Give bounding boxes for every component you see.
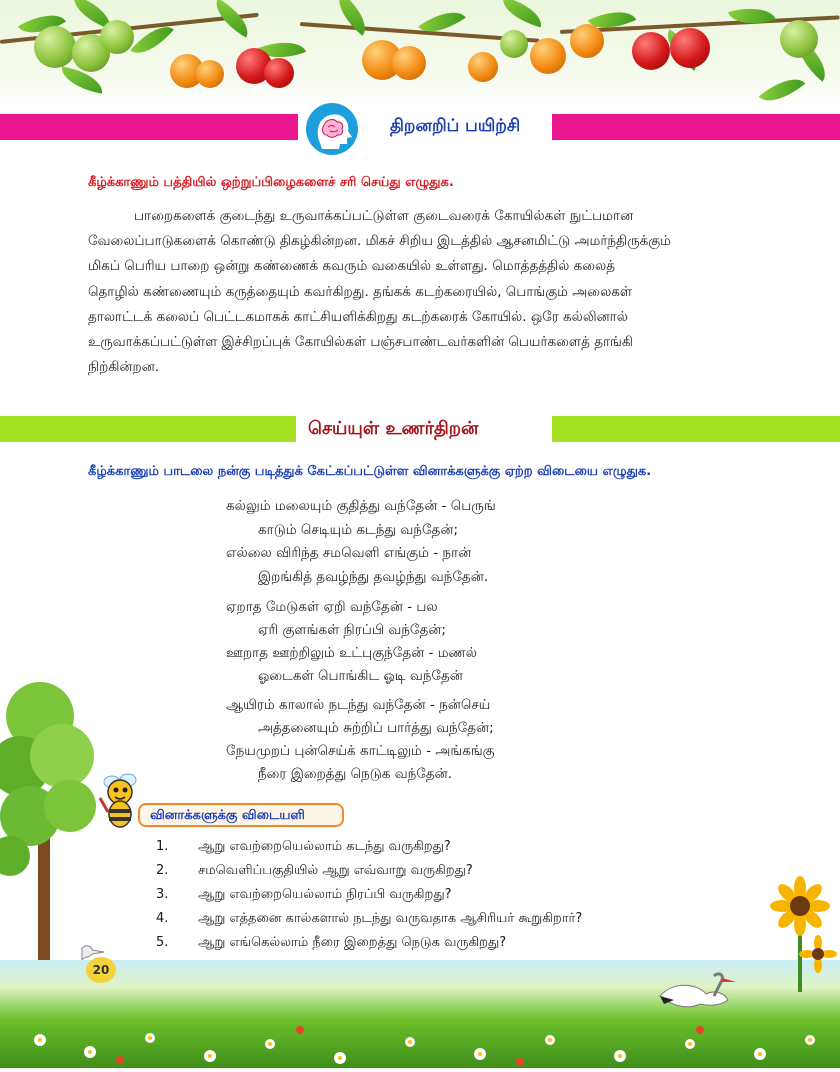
section2-bar-left — [0, 416, 296, 442]
question-text: ஆறு எத்தனை கால்களால் நடந்து வருவதாக ஆசிரியர் கூறுகிறார்? — [198, 911, 583, 926]
fruit-branch-banner — [0, 0, 840, 108]
section2-instruction: கீழ்க்காணும் பாடலை நன்கு படித்துக் கேட்கப்பட்டுள்ள வினாக்களுக்கு ஏற்ற விடையை எழுதுக. — [88, 464, 652, 479]
poem-line: அத்தனையும் சுற்றிப் பார்த்து வந்தேன்; — [258, 720, 494, 736]
question-number: 5. — [156, 935, 169, 950]
section-title-skill-practice: திறனறிப் பயிற்சி — [390, 116, 521, 136]
exercise1-paragraph — [88, 204, 754, 380]
paragraph-line: வேலைப்பாடுகளைக் கொண்டு திகழ்கின்றன. மிகச் சிறிய இடத்தில் ஆசனமிட்டு அமர்ந்திருக்கும் — [88, 233, 672, 250]
section-title-poem-comprehension: செய்யுள் உணர்திறன் — [308, 418, 479, 439]
page-number: 20 — [86, 957, 116, 983]
question-text: ஆறு எங்கெல்லாம் நீரை இறைத்து நெடுக வருகிறது? — [198, 935, 507, 950]
poem-line: ஏரி குளங்கள் நிரப்பி வந்தேன்; — [258, 622, 446, 638]
paragraph-line: நிற்கின்றன. — [88, 359, 160, 376]
poem-line: ஏறாத மேடுகள் ஏறி வந்தேன் - பல — [226, 599, 438, 615]
paragraph-line: தொழில் கண்ணையும் கருத்தையும் கவர்கிறது. தங்கக் கடற்கரையில், பொங்கும் அலைகள் — [88, 283, 633, 300]
question-number: 4. — [156, 911, 169, 926]
poem-line: கல்லும் மலையும் குதித்து வந்தேன் - பெருங் — [226, 498, 496, 514]
question-number: 3. — [156, 887, 169, 902]
paragraph-line: உருவாக்கப்பட்டுள்ள இச்சிறப்புக் கோயில்கள் பஞ்சபாண்டவர்களின் பெயர்களைத் தாங்கி — [88, 334, 633, 351]
section-bar-right — [552, 114, 840, 140]
poem-line: எல்லை விரிந்த சமவெளி எங்கும் - நான் — [226, 545, 472, 561]
poem-line: ஆயிரம் காலால் நடந்து வந்தேன் - நன்செய் — [226, 697, 491, 713]
questions-heading: வினாக்களுக்கு விடையளி — [150, 808, 305, 823]
paragraph-line: மிகப் பெரிய பாறை ஒன்று கண்ணைக் கவரும் வகையில் உள்ளது. மொத்தத்தில் கலைத் — [88, 258, 616, 275]
questions-heading-badge — [138, 803, 344, 827]
paragraph-line: தாலாட்டக் கலைப் பெட்டகமாகக் காட்சியளிக்கிறது கடற்கரைக் கோயில். ஒரே கல்லினால் — [88, 308, 628, 325]
poem-line: இறங்கித் தவழ்ந்து தவழ்ந்து வந்தேன். — [258, 569, 489, 585]
stork-bird-icon — [654, 966, 744, 1026]
question-number: 1. — [156, 839, 169, 854]
poem-line: ஊறாத ஊற்றிலும் உட்புகுந்தேன் - மணல் — [226, 645, 477, 661]
question-text: ஆறு எவற்றையெல்லாம் நிரப்பி வருகிறது? — [198, 887, 452, 902]
poem-line: காடும் செடியும் கடந்து வந்தேன்; — [258, 522, 458, 538]
sunflower-icon — [760, 872, 840, 992]
question-number: 2. — [156, 863, 169, 878]
poem-line: நேயமுறப் புன்செய்க் காட்டிலும் - அங்கங்கு — [226, 743, 495, 759]
poem-line: நீரை இறைத்து நெடுக வந்தேன். — [258, 766, 453, 782]
tree-illustration — [0, 676, 120, 976]
section-bar-left — [0, 114, 298, 140]
section2-bar-right — [552, 416, 840, 442]
question-text: ஆறு எவற்றையெல்லாம் கடந்து வருகிறது? — [198, 839, 451, 854]
poem-line: ஓடைகள் பொங்கிட ஓடி வந்தேன் — [258, 668, 463, 684]
brain-head-icon — [306, 103, 358, 155]
question-text: சமவெளிப்பகுதியில் ஆறு எவ்வாறு வருகிறது? — [198, 863, 473, 878]
exercise1-instruction: கீழ்க்காணும் பத்தியில் ஒற்றுப்பிழைகளைச் சரி செய்து எழுதுக. — [88, 175, 454, 190]
paragraph-line: பாறைகளைக் குடைந்து உருவாக்கப்பட்டுள்ள குடைவரைக் கோயில்கள் நுட்பமான — [134, 208, 634, 224]
